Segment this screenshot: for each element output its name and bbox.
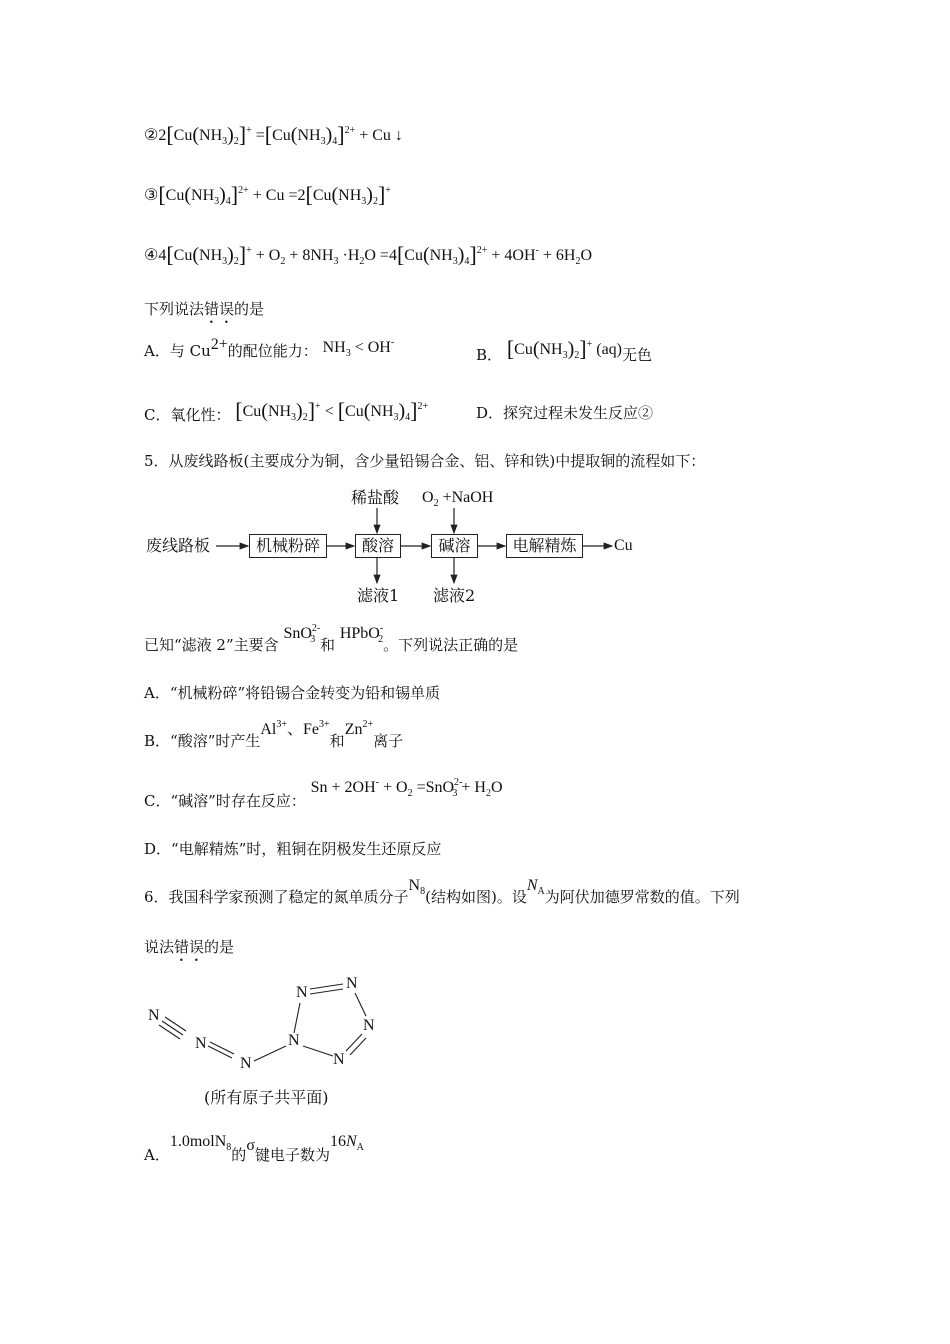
ligand: NH [370,403,394,420]
coef: 4 [158,247,167,264]
f: N [526,877,538,894]
eq-mid: ·H [342,247,360,264]
ligand: NH [297,127,321,144]
flow-start: 废线路板 [146,536,211,555]
bond [346,1034,362,1051]
sub: 4 [464,256,470,267]
equation-3: $③[Cu(NH_3)_4]^{2+} + Cu =2[Cu(NH_3)_2]^+$ [144,182,391,207]
sub: 2 [574,350,580,361]
stem-emphasis: 错误 [204,300,235,318]
charge: 2+ [417,401,429,412]
text: 和 [329,732,345,750]
charge: - [379,623,384,634]
atom-n: N [363,1017,375,1034]
charge: 2- [454,777,463,788]
flow-end: Cu [614,537,633,554]
charge: 2+ [476,245,488,256]
text: 键电子数为 [254,1146,330,1164]
sub: 3 [333,256,339,267]
bond [254,1046,286,1061]
sub: 3 [222,256,228,267]
text: 。下列说法正确的是 [383,636,519,654]
ion: Cu [173,127,193,144]
sub: 3 [320,136,326,147]
count [329,1133,364,1153]
option-text: 无色 [622,346,653,364]
charge: 2+ [238,185,249,196]
ion: Cu [165,187,185,204]
sub: 8 [420,886,426,897]
nh: NH [322,339,346,356]
charge: + [385,185,391,196]
eq: + O [382,779,408,796]
equation-4: $④4[Cu(NH_3)_2]^+ + O_2 + 8NH_3 \cdot H_2O =4[Cu(NH_3)_4]^{2+} + 4OH^- + 6H_2O$ [144,242,592,267]
ion: Zn [344,721,363,738]
atom-n: N [346,975,358,992]
charge: - [535,245,539,256]
eq-mid: + O [255,247,281,264]
ligand: NH [338,187,362,204]
coef: 2 [158,127,167,144]
stem-text: 下列说法 [144,300,205,318]
ion: Cu [345,403,364,420]
q6-option-a[interactable] [144,1133,364,1164]
bond [208,1046,232,1058]
aq: (aq) [596,341,622,358]
bond [303,1046,333,1056]
bond [159,1025,180,1039]
o2: O [422,489,434,506]
eq-mid: + Cu =2 [252,187,306,204]
sub: 2 [575,256,581,267]
ion: 、Fe [287,721,320,738]
charge: + [246,125,252,136]
bond [294,1003,300,1033]
charge: + [246,245,252,256]
ligand: NH [199,247,223,264]
charge: 2+ [362,719,374,730]
atom-n: N [148,1007,160,1024]
flow-output-filtrate2: 滤液2 [433,586,476,605]
atom-n: N [195,1035,207,1052]
sub: 2 [433,498,439,509]
f: 1.0molN [169,1133,227,1150]
f: HPbO [339,625,380,642]
sub: 3 [214,196,220,207]
stem-emphasis: 错误 [174,938,205,956]
ligand: NH [539,341,563,358]
ion: Cu [514,341,533,358]
lt: < OH [354,339,391,356]
charge: - [390,337,395,348]
stem-text: 的是 [204,938,235,956]
ion: Cu [404,247,423,264]
text: 已知“滤液 2”主要含 [144,636,279,654]
sub: 2 [359,256,365,267]
sub: 3 [345,348,351,359]
f: N [345,1133,357,1150]
flow-box-electrolysis: 电解精炼 [506,534,583,558]
bond [310,989,343,994]
sub: 2 [407,788,413,799]
eq: O [490,779,503,796]
ion: Cu [312,187,332,204]
sub: 3 [310,634,316,645]
sub: A [537,886,545,897]
stem-text: 6．我国科学家预测了稳定的氮单质分子 [144,888,409,906]
option-label: C．氧化性： [144,406,231,424]
charge: + [586,339,593,350]
charge: + [315,401,321,412]
stem-text: 5．从废线路板(主要成分为铜，含少量铅锡合金、铝、锌和铁)中提取铜的流程如下： [144,452,706,470]
stem-text: (结构如图)。设 [425,888,527,906]
equation-2: $②2[Cu(NH_3)_2]^+ =[Cu(NH_3)_4]^{2+} + Cu$ ↓ [144,122,403,147]
lt: < [324,403,334,420]
sub: 3 [452,788,458,799]
equals: = [255,127,265,144]
ion: Al [260,721,277,738]
structure-caption: (所有原子共平面) [204,1088,329,1107]
charge: 3+ [276,719,288,730]
stem-text: 的是 [234,300,265,318]
eq-rest: + 4OH [491,247,536,264]
eq: + H [461,779,486,796]
ion: Cu [242,403,262,420]
charge: 2+ [344,125,356,136]
sub: 3 [452,256,458,267]
naoh: +NaOH [438,489,494,506]
atom-n: N [296,984,308,1001]
eq-rest: O [580,247,592,264]
eq-number: ③ [144,187,159,204]
sub: 8 [226,1142,232,1153]
eq-rest: + Cu ↓ [359,127,403,144]
formula: $[Cu(NH_3)_2]^+$ (aq) [506,336,622,361]
sub: 2 [378,634,384,645]
eq-number: ④ [144,247,159,264]
text: 离子 [373,732,404,750]
flow-input-hcl: 稀盐酸 [351,488,400,507]
ligand: NH [267,403,292,420]
option-text: A．“机械粉碎”将铅锡合金转变为铅和锡单质 [144,684,441,702]
atom-n: N [240,1055,252,1072]
option-text: 的配位能力： [227,342,318,360]
option-label: A．与 Cu [144,342,211,360]
sub: 4 [225,196,231,207]
option-label: B． [476,346,503,364]
text: 和 [320,636,336,654]
sub: 4 [332,136,338,147]
bond [162,1021,183,1035]
charge: - [375,777,379,788]
sub: 3 [291,412,297,423]
bond [355,993,366,1016]
mol [169,1133,232,1153]
formula: $[Cu(NH_3)_2]^+ < [Cu(NH_3)_4]^{2+}$ [235,398,429,423]
charge: 2+ [210,336,228,353]
sub: 2 [485,788,491,799]
ion: Cu [173,247,193,264]
ligand: NH [429,247,453,264]
sub: 3 [562,350,568,361]
bond [350,1038,366,1055]
sub: 3 [393,412,399,423]
eq-mid: O =4 [364,247,397,264]
atom-n: N [333,1051,345,1068]
eq: =SnO [416,779,455,796]
sub: 4 [405,412,411,423]
bond [210,1042,234,1054]
option-text: D．探究过程未发生反应② [476,404,654,422]
f: 16 [329,1133,346,1150]
option-text: B．“酸溶”时产生 [144,732,261,750]
charge: 3+ [319,719,330,730]
flow-output-filtrate1: 滤液1 [357,586,400,605]
bond [310,984,343,989]
sub: 3 [361,196,367,207]
sub: 2 [302,412,308,423]
sub: 2 [372,196,378,207]
stem-text: 说法 [144,938,175,956]
f: SnO [283,625,312,642]
ligand: NH [199,127,223,144]
ligand: NH [191,187,215,204]
sub: A [356,1142,364,1153]
bond [165,1017,186,1031]
flow-box-alkali: 碱溶 [431,534,478,558]
sigma: σ [246,1137,255,1154]
option-text: C．“碱溶”时存在反应： [144,792,306,810]
atom-n: N [288,1032,300,1049]
eq-mid: + 8NH [289,247,334,264]
sub: 2 [280,256,286,267]
flow-box-crush: 机械粉碎 [249,534,327,558]
eq: Sn + 2OH [310,779,376,796]
charge: 2- [311,623,321,634]
sub: 2 [233,256,239,267]
option-text: D．“电解精炼”时，粗铜在阴极发生还原反应 [144,840,442,858]
flow-box-acid: 酸溶 [355,534,401,558]
text: 的 [231,1146,247,1164]
ion: Cu [272,127,291,144]
eq-number: ② [144,127,159,144]
stem-text: 为阿伏加德罗常数的值。下列 [544,888,740,906]
option-label: A． [144,1146,170,1164]
eq-rest: + 6H [542,247,576,264]
f: N [408,877,421,894]
sub: 3 [222,136,228,147]
sub: 2 [233,136,239,147]
